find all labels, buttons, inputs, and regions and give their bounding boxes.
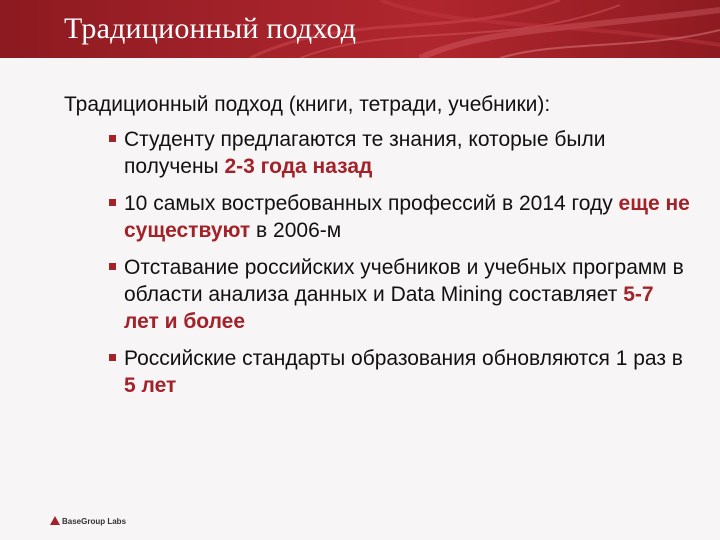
- slide-content: [64, 92, 694, 409]
- intro-text: Традиционный подход (книги, тетради, учебники):: [64, 93, 551, 116]
- bullet-highlight: еще не существуют: [124, 192, 690, 242]
- bullet-text: 10 самых востребованных профессий в 2014 году: [124, 192, 619, 215]
- list-item: [64, 254, 694, 335]
- square-bullet-icon: [109, 354, 116, 361]
- logo-icon: [50, 516, 60, 525]
- list-item: [64, 126, 694, 180]
- logo-text: BaseGroup Labs: [62, 517, 127, 526]
- bullet-list: [64, 126, 694, 399]
- header-banner: [0, 0, 720, 58]
- square-bullet-icon: [109, 135, 116, 142]
- footer-logo: [50, 516, 126, 526]
- slide-title: Традиционный подход: [64, 12, 357, 45]
- square-bullet-icon: [109, 199, 116, 206]
- list-item: [64, 345, 694, 399]
- bullet-highlight: 2-3 года назад: [224, 155, 373, 178]
- square-bullet-icon: [109, 263, 116, 270]
- list-item: [64, 190, 694, 244]
- bullet-highlight: 5 лет: [124, 374, 177, 397]
- bullet-highlight: 5-7 лет и более: [124, 283, 654, 333]
- bullet-text: Студенту предлагаются те знания, которые были получены: [124, 128, 606, 178]
- bullet-after: в 2006-м: [250, 219, 342, 242]
- bullet-text: Российские стандарты образования обновляются 1 раз в: [124, 347, 683, 370]
- bullet-text: Отставание российских учебников и учебных программ в области анализа данных и Data Mining составляет: [124, 256, 684, 306]
